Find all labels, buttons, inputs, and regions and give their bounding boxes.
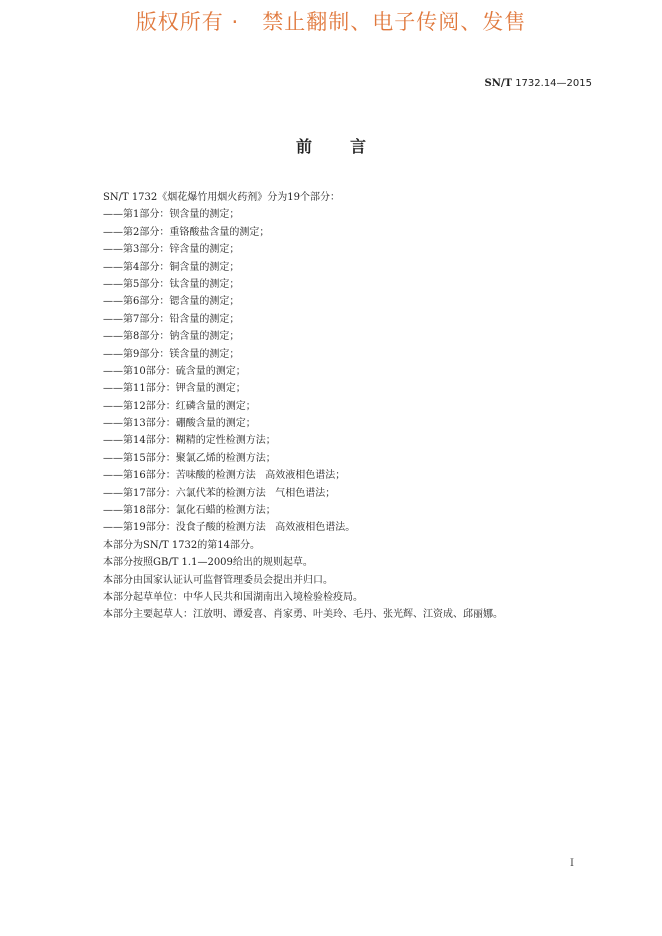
list-item: ——第1部分：钡含量的测定； [103,209,240,221]
page-number: I [570,858,574,869]
list-item: ——第19部分：没食子酸的检测方法 高效液相色谱法。 [103,522,356,534]
list-item: ——第9部分：镁含量的测定； [103,348,240,360]
text-line: SN/T 1732《烟花爆竹用烟火药剂》分为19个部分： [103,192,340,203]
list-item: ——第17部分：六氯代苯的检测方法 气相色谱法； [103,487,336,499]
list-item: ——第13部分：硼酸含量的测定； [103,418,256,430]
list-item: ——第8部分：钠含量的测定； [103,331,240,343]
standard-number [485,78,592,89]
text-line: 本部分由国家认证认可监督管理委员会提出并归口。 [103,574,333,586]
text-line: 本部分按照GB/T 1.1—2009给出的规则起草。 [103,557,313,569]
list-item: ——第6部分：锶含量的测定； [103,296,240,308]
list-item: ——第15部分：聚氯乙烯的检测方法； [103,452,276,464]
list-item: ——第14部分：糊精的定性检测方法； [103,435,276,447]
list-item: ——第5部分：钛含量的测定； [103,278,240,290]
foreword-body [103,189,603,624]
list-item: ——第7部分：铅含量的测定； [103,313,240,325]
page-title: 前言 [295,137,404,156]
list-item: ——第11部分：钾含量的测定； [103,383,246,395]
standard-code: SN/T [484,78,512,89]
list-item: ——第3部分：锌含量的测定； [103,244,240,256]
text-line: 本部分起草单位：中华人民共和国湖南出入境检验检疫局。 [103,591,363,603]
list-item: ——第16部分：苦味酸的检测方法 高效液相色谱法； [103,470,346,482]
list-item: ——第4部分：铜含量的测定； [103,261,240,273]
list-item: ——第2部分：重铬酸盐含量的测定； [103,226,270,238]
copyright-watermark: 版权所有 · 禁止翻制、电子传阅、发售 [135,10,527,34]
list-item: ——第18部分：氯化石蜡的检测方法； [103,505,276,517]
list-item: ——第10部分：硫含量的测定； [103,365,246,377]
standard-year-number: 1732.14—2015 [515,78,592,89]
text-line: 本部分为SN/T 1732的第14部分。 [103,539,260,551]
list-item: ——第12部分：红磷含量的测定； [103,400,256,412]
text-line: 本部分主要起草人：江放明、谭爱喜、肖家勇、叶美玲、毛丹、张光辉、江资成、邱丽娜。 [103,609,503,621]
